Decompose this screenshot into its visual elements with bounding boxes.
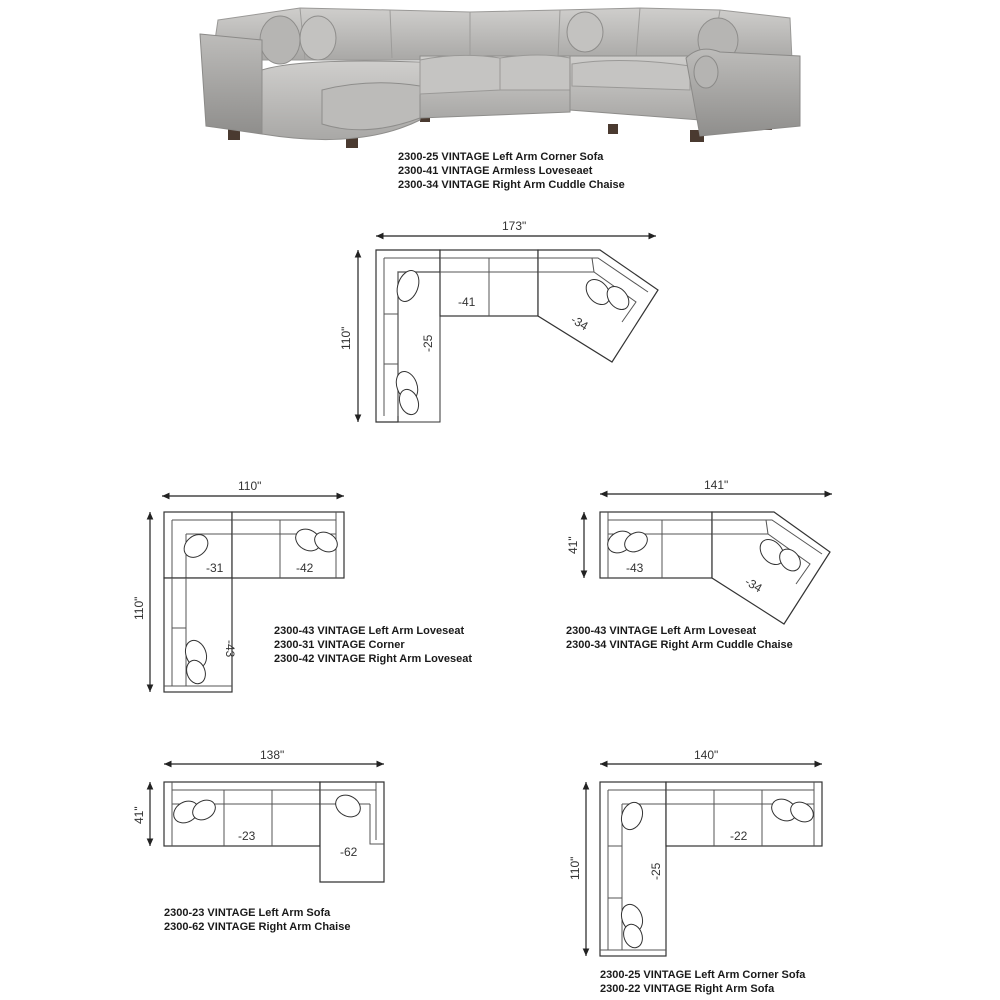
diagram-4-width: 138" [260, 748, 285, 762]
diagram-5-code-22: -22 [730, 829, 748, 843]
diagram-2-code-43: -43 [223, 640, 237, 658]
diagram-1-code-34: -34 [568, 312, 591, 334]
diagram-3 [584, 494, 832, 624]
diagram-3-caption [566, 624, 793, 652]
diagram-5-height: 110" [568, 856, 582, 880]
diagram-3-width: 141" [704, 478, 729, 492]
caption-line: 2300-41 VINTAGE Armless Loveseaet [398, 165, 593, 177]
diagram-3-height: 41" [566, 536, 580, 554]
caption-line: 2300-31 VINTAGE Corner [274, 639, 405, 651]
diagram-2-caption [274, 624, 472, 666]
diagram-3-code-43: -43 [626, 561, 644, 575]
diagram-4-code-23: -23 [238, 829, 256, 843]
diagram-1-code-25: -25 [421, 334, 435, 352]
sofa-photo [200, 8, 800, 148]
photo-caption [398, 150, 625, 192]
diagram-2-code-31: -31 [206, 561, 224, 575]
diagram-5-code-25: -25 [649, 862, 663, 880]
caption-line: 2300-34 VINTAGE Right Arm Cuddle Chaise [566, 639, 793, 651]
diagram-4 [150, 764, 384, 882]
diagram-1-width: 173" [502, 219, 527, 233]
diagram-4-code-62: -62 [340, 845, 358, 859]
caption-line: 2300-22 VINTAGE Right Arm Sofa [600, 983, 775, 995]
caption-line: 2300-43 VINTAGE Left Arm Loveseat [566, 625, 757, 637]
caption-line: 2300-43 VINTAGE Left Arm Loveseat [274, 625, 465, 637]
diagram-2-height: 110" [132, 596, 146, 620]
caption-line: 2300-25 VINTAGE Left Arm Corner Sofa [600, 969, 806, 981]
caption-line: 2300-23 VINTAGE Left Arm Sofa [164, 907, 331, 919]
diagram-5-width: 140" [694, 748, 719, 762]
diagram-2-code-42: -42 [296, 561, 314, 575]
caption-line: 2300-42 VINTAGE Right Arm Loveseat [274, 653, 473, 665]
diagram-4-caption [164, 906, 350, 934]
diagram-5 [586, 764, 822, 956]
diagram-4-height: 41" [132, 806, 146, 824]
diagram-1-height: 110" [339, 326, 353, 350]
diagram-1 [358, 236, 658, 422]
diagram-2-width: 110" [238, 479, 262, 493]
caption-line: 2300-34 VINTAGE Right Arm Cuddle Chaise [398, 179, 625, 191]
caption-line: 2300-62 VINTAGE Right Arm Chaise [164, 921, 351, 933]
diagram-3-code-34: -34 [742, 574, 765, 596]
caption-line: 2300-25 VINTAGE Left Arm Corner Sofa [398, 151, 604, 163]
diagram-5-caption [600, 968, 805, 996]
diagram-1-code-41: -41 [458, 295, 476, 309]
